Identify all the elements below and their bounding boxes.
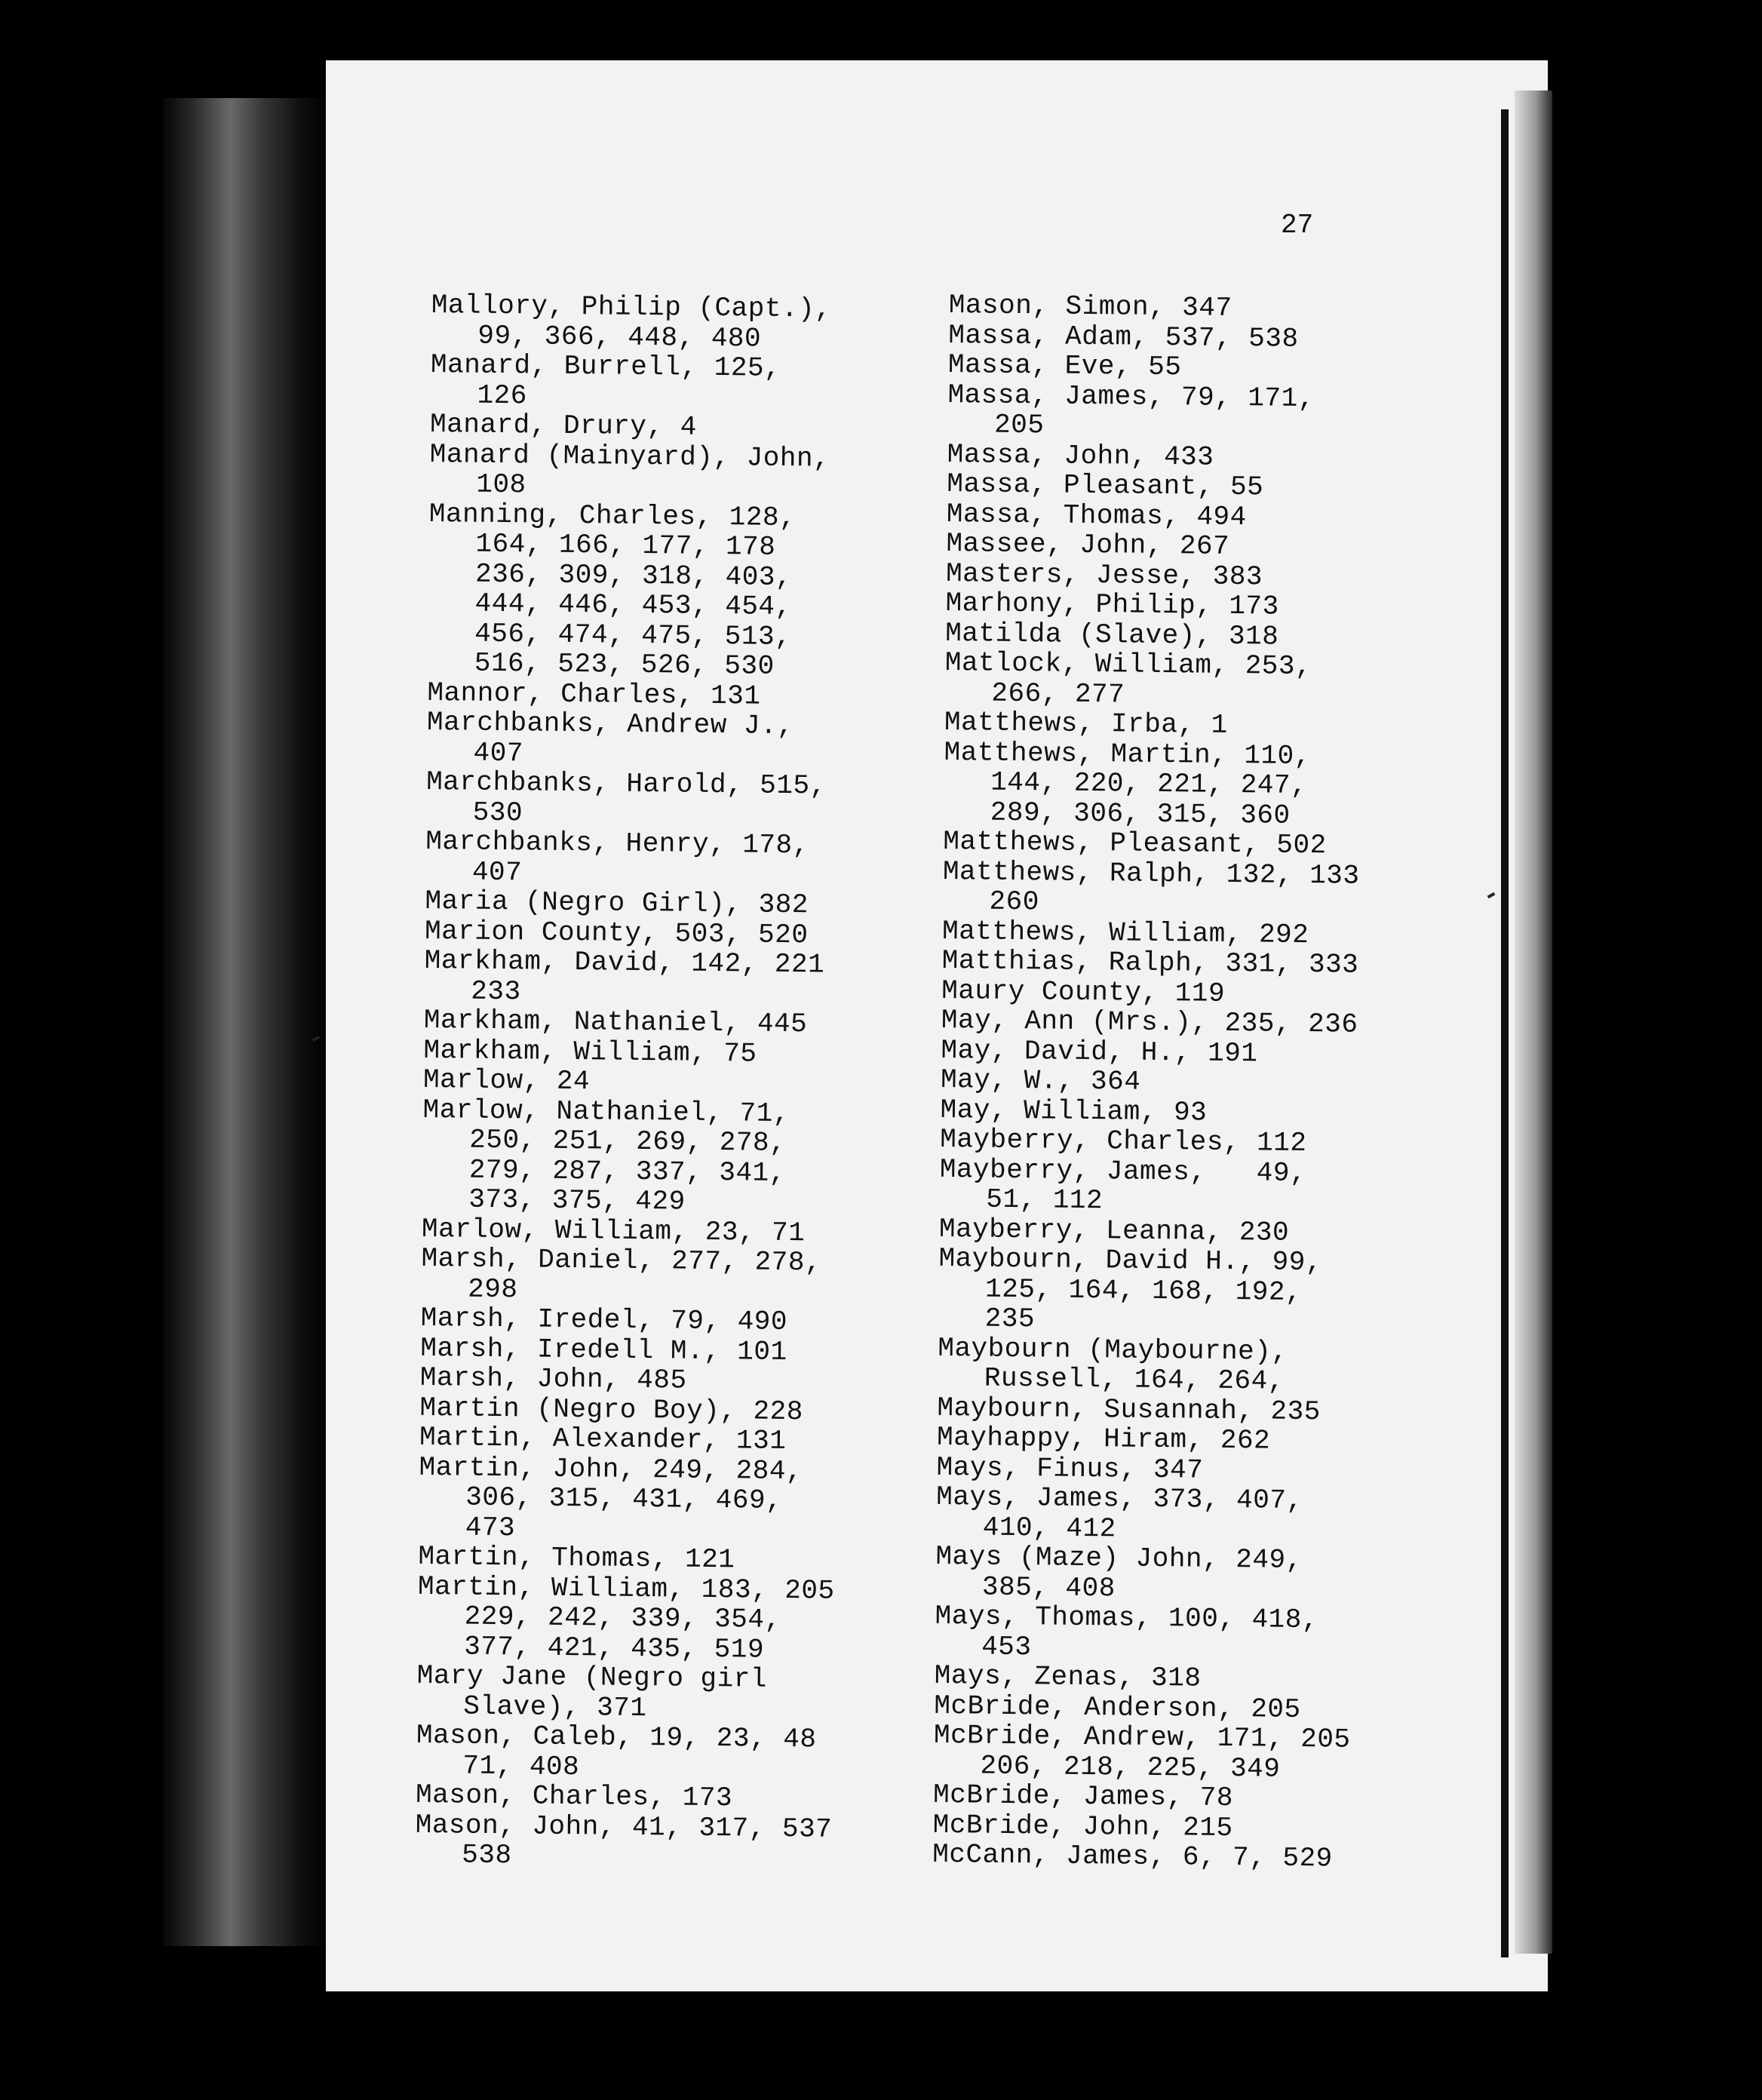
index-entry: Manard, Drury, 4 [429,408,697,443]
index-entry-continuation: 407 [473,737,524,769]
index-entry: Marion County, 503, 520 [424,915,809,950]
index-entry: Mays (Maze) John, 249, [935,1540,1303,1576]
index-entry: Martin, Thomas, 121 [418,1540,735,1576]
index-entry: Matlock, William, 253, [944,646,1312,683]
index-entry-continuation: 108 [476,468,526,501]
index-entry: May, William, 93 [940,1094,1208,1128]
index-entry: Mays, Zenas, 318 [934,1659,1202,1694]
index-entry: Matthews, Pleasant, 502 [943,825,1327,861]
index-entry-continuation: 298 [467,1273,518,1305]
index-entry-continuation: 444, 446, 453, 454, [474,588,792,623]
index-entry: Markham, Nathaniel, 445 [423,1004,808,1040]
index-entry: Massa, Thomas, 494 [946,498,1247,533]
index-entry: Mayhappy, Hiram, 262 [936,1421,1271,1457]
index-entry: May, David, H., 191 [941,1034,1258,1069]
index-column-left [415,290,839,1874]
index-entry-continuation: 235 [984,1303,1036,1335]
index-entry: Mason, Charles, 173 [415,1779,733,1814]
index-entry: Mays, Finus, 347 [936,1451,1204,1486]
index-entry-continuation: 377, 421, 435, 519 [463,1631,765,1666]
index-entry: McBride, Anderson, 205 [934,1690,1301,1725]
index-entry-continuation: 530 [472,797,523,828]
index-entry: Massa, Eve, 55 [947,348,1182,383]
index-entry: Mason, Caleb, 19, 23, 48 [416,1719,817,1755]
index-entry-continuation: 125, 164, 168, 192, [984,1273,1303,1308]
index-entry: McBride, John, 215 [932,1809,1233,1844]
index-entry: Matthews, Martin, 110, [944,736,1312,772]
book-binding-shadow [162,98,324,1946]
index-entry: Massa, John, 433 [947,438,1214,473]
index-entry-continuation: Russell, 164, 264, [984,1362,1285,1397]
index-entry-continuation: 71, 408 [462,1750,580,1782]
index-entry: Massa, Pleasant, 55 [947,468,1264,503]
page-number: 27 [1281,210,1314,241]
index-entry: Mary Jane (Negro girl [416,1659,768,1695]
index-entry: Mayberry, Charles, 112 [939,1123,1307,1159]
index-entry-continuation: 279, 287, 337, 341, [468,1154,786,1189]
index-entry: Marchbanks, Andrew J., [426,706,794,742]
index-entry-continuation: 260 [989,886,1040,918]
index-entry: Marlow, 24 [422,1064,591,1098]
index-entry: McCann, James, 6, 7, 529 [932,1838,1333,1874]
index-entry-continuation: 164, 166, 177, 178 [475,528,776,563]
index-entry: Matthews, Ralph, 132, 133 [942,855,1360,892]
index-entry: Mannor, Charles, 131 [427,677,761,712]
page-stack-edge [1515,91,1552,1954]
index-entry: Mallory, Philip (Capt.), [431,290,832,325]
index-entry-continuation: 233 [471,975,521,1007]
index-entry-continuation: 144, 220, 221, 247, [990,766,1308,802]
index-entry: Marlow, Nathaniel, 71, [422,1094,790,1129]
index-entry-continuation: 229, 242, 339, 354, [464,1601,781,1635]
index-entry: Marsh, Daniel, 277, 278, [421,1242,822,1279]
index-entry: Marsh, Iredell M., 101 [420,1332,787,1368]
index-entry: May, W., 364 [940,1064,1141,1098]
index-entry-continuation: 306, 315, 431, 469, [465,1481,783,1516]
index-entry: McBride, James, 78 [932,1779,1234,1814]
index-entry: Mays, Thomas, 100, 418, [935,1600,1319,1636]
index-entry: Marhony, Philip, 173 [945,587,1279,622]
index-entry-continuation: 206, 218, 225, 349 [980,1750,1281,1785]
index-entry: Maria (Negro Girl), 382 [425,885,809,921]
index-entry: Maybourn (Maybourne), [938,1332,1288,1368]
index-entry: Marchbanks, Henry, 178, [425,825,809,861]
index-entry-continuation: 456, 474, 475, 513, [474,618,792,652]
index-entry: Mays, James, 373, 407, [936,1481,1303,1517]
index-entry: Maybourn, David H., 99, [938,1242,1323,1279]
index-entry: Mason, Simon, 347 [948,290,1232,324]
index-entry-continuation: 236, 309, 318, 403, [474,558,793,593]
index-entry-continuation: 473 [465,1512,516,1543]
index-entry: Maybourn, Susannah, 235 [937,1392,1322,1427]
index-entry: Matthias, Ralph, 331, 333 [941,944,1359,981]
page-right-border [1501,109,1509,1957]
index-entry-continuation: 410, 412 [982,1512,1116,1544]
index-entry: Matilda (Slave), 318 [945,617,1279,652]
index-entry: Martin, William, 183, 205 [417,1570,835,1607]
index-entry: Massee, John, 267 [946,527,1230,562]
index-entry: McBride, Andrew, 171, 205 [933,1719,1351,1755]
index-entry: Marlow, William, 23, 71 [421,1213,806,1248]
index-entry-continuation: 385, 408 [981,1571,1116,1604]
index-entry-continuation: 126 [477,379,528,411]
index-entry: Maury County, 119 [941,975,1226,1009]
index-entry-continuation: 51, 112 [986,1184,1104,1217]
index-entry-continuation: Slave), 371 [463,1690,647,1724]
index-entry-continuation: 266, 277 [991,677,1125,710]
index-entry: Marsh, John, 485 [419,1362,687,1396]
index-entry: Manard, Burrell, 125, [430,348,781,384]
index-entry: Mayberry, James, 49, [939,1153,1307,1189]
index-entry: Martin, Alexander, 131 [419,1421,787,1457]
index-entry: Massa, Adam, 537, 538 [948,319,1299,355]
index-entry: Mayberry, Leanna, 230 [938,1213,1290,1248]
index-entry: Mason, John, 41, 317, 537 [415,1809,833,1845]
index-entry-continuation: 538 [462,1839,512,1871]
index-entry: Matthews, William, 292 [941,915,1309,950]
index-entry: Markham, William, 75 [423,1034,757,1070]
index-entry-continuation: 250, 251, 269, 278, [468,1124,787,1159]
index-entry-continuation: 289, 306, 315, 360 [990,797,1291,831]
index-entry-continuation: 516, 523, 526, 530 [474,647,775,682]
index-entry: Massa, James, 79, 171, [947,379,1315,414]
index-entry: Manard (Mainyard), John, [429,438,830,474]
index-entry-continuation: 205 [993,409,1045,441]
index-entry: Matthews, Irba, 1 [944,706,1228,741]
index-entry: Markham, David, 142, 221 [424,944,825,981]
index-entry: Masters, Jesse, 383 [945,557,1263,592]
index-entry-continuation: 373, 375, 429 [468,1184,686,1217]
index-entry-continuation: 407 [471,856,523,888]
index-entry-continuation: 99, 366, 448, 480 [477,320,762,355]
index-entry: Marsh, Iredel, 79, 490 [420,1302,788,1338]
index-entry: Martin, John, 249, 284, [419,1451,803,1487]
index-entry: May, Ann (Mrs.), 235, 236 [941,1004,1358,1040]
index-entry: Marchbanks, Harold, 515, [425,766,827,802]
index-entry-continuation: 453 [981,1631,1032,1662]
index-entry: Manning, Charles, 128, [428,498,797,533]
index-entry: Martin (Negro Boy), 228 [419,1392,804,1427]
index-column-right [932,290,1371,1874]
